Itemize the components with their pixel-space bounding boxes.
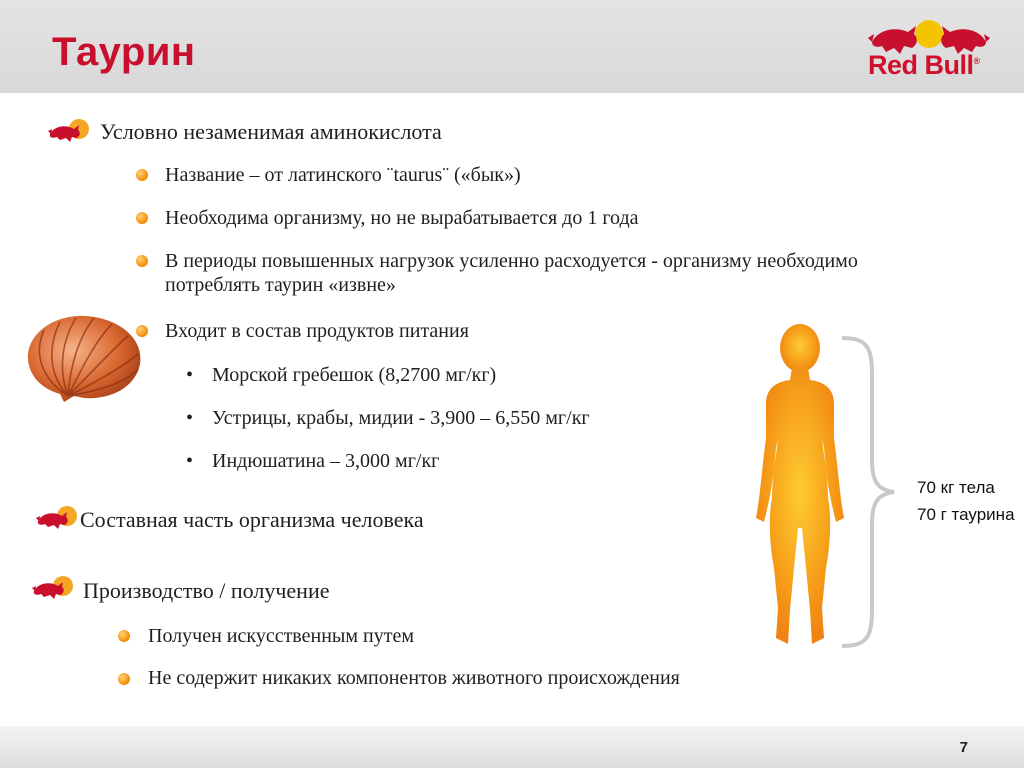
list-item: В периоды повышенных нагрузок усиленно расходуется - организму необходимо потреблять таурин «извне»	[165, 250, 858, 296]
slide-title: Таурин	[52, 30, 196, 74]
list-item: Необходима организму, но не вырабатывается до 1 года	[165, 207, 639, 229]
section-heading-production: Производство / получение	[83, 578, 330, 603]
disc-bullet-icon: •	[186, 450, 194, 472]
list-item: Не содержит никаких компонентов животного происхождения	[148, 667, 680, 689]
bullet-dot-icon	[136, 169, 148, 181]
red-bull-icon	[30, 575, 76, 601]
sub-list-item: Морской гребешок (8,2700 мг/кг)	[212, 364, 497, 386]
disc-bullet-icon: •	[186, 364, 194, 386]
red-bull-icon	[46, 118, 92, 144]
bullet-dot-icon	[136, 255, 148, 267]
disc-bullet-icon: •	[186, 407, 194, 429]
red-bull-icon	[34, 505, 80, 531]
red-bull-logo-text: Red Bull®	[868, 50, 980, 80]
page-number: 7	[959, 739, 968, 756]
list-item: Входит в состав продуктов питания	[165, 320, 469, 342]
sub-list-item: Устрицы, крабы, мидии - 3,900 – 6,550 мг/кг	[212, 407, 590, 429]
slide-footer	[0, 726, 1024, 768]
scallop-shell-icon	[20, 308, 150, 404]
bullet-dot-icon	[136, 212, 148, 224]
bullet-dot-icon	[118, 630, 130, 642]
section-heading-amino-acid: Условно незаменимая аминокислота	[100, 119, 442, 144]
list-item: Получен искусственным путем	[148, 625, 414, 647]
bullet-dot-icon	[118, 673, 130, 685]
body-taurin-label: 70 кг тела 70 г таурина	[917, 478, 1015, 524]
curly-brace-icon	[840, 334, 900, 650]
sub-list-item: Индюшатина – 3,000 мг/кг	[212, 450, 440, 472]
list-item: Название – от латинского ¨taurus¨ («бык»)	[165, 164, 521, 186]
section-heading-body-component: Составная часть организма человека	[80, 507, 424, 532]
